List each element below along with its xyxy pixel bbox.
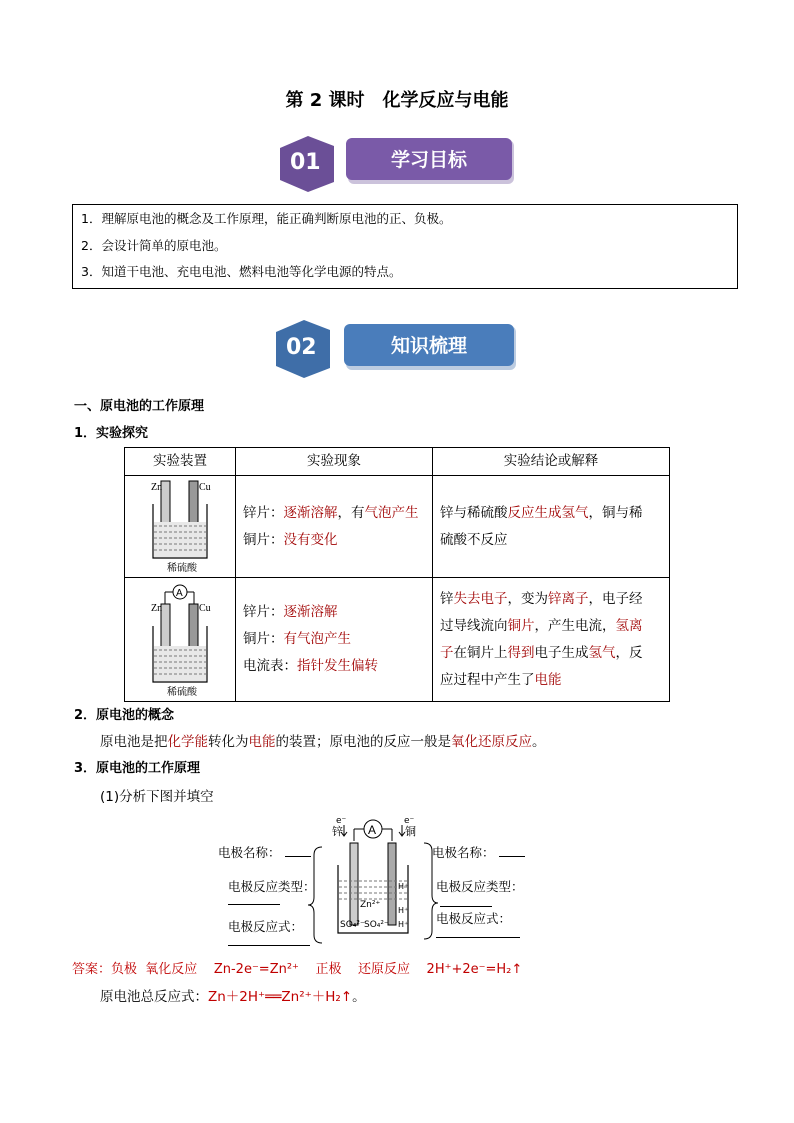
hydrogen-ion-label: H⁺ <box>398 882 409 891</box>
zn-label: Zn <box>151 603 163 614</box>
text: 电子生成 <box>534 644 589 661</box>
answer-text: 电能 <box>248 734 276 750</box>
table-header: 实验现象 <box>236 448 433 476</box>
badge-learning-goals <box>276 136 518 192</box>
label: 原电池总反应式： <box>100 989 208 1005</box>
answer-line <box>72 958 522 977</box>
concept-text <box>100 730 546 750</box>
right-electrode-name <box>432 843 525 861</box>
answer-text: 气泡产生 <box>364 504 419 521</box>
zn-label: Zn <box>151 482 163 493</box>
left-reaction-type-label: 电极反应类型： <box>228 879 316 894</box>
label: 电极名称： <box>432 845 495 860</box>
label: 铜片： <box>243 631 284 647</box>
text: ，产生电流， <box>534 617 616 634</box>
text: ，电子经 <box>588 590 643 607</box>
goals-box <box>72 204 738 289</box>
label: 锌片： <box>243 604 284 620</box>
text: 的装置；原电池的反应一般是 <box>275 734 451 750</box>
answer-text: 电能 <box>534 671 562 688</box>
galvanic-cell-diagram <box>218 815 578 950</box>
subsection-heading: 2．原电池的概念 <box>74 708 175 723</box>
experiment-table <box>124 447 670 702</box>
left-electrode-name <box>218 843 311 861</box>
acid-label: 稀硫酸 <box>167 687 197 698</box>
blank <box>440 906 492 907</box>
text: 应过程中产生了 <box>440 671 535 688</box>
answer-text: 锌离子 <box>548 590 589 607</box>
section-heading: 一、原电池的工作原理 <box>74 399 205 414</box>
answer-text: 氧化还原反应 <box>451 734 532 750</box>
badge-number: 01 <box>290 150 321 175</box>
badge-label: 学习目标 <box>390 149 467 171</box>
blank <box>285 856 311 857</box>
cu-label: Cu <box>199 482 211 493</box>
label: 铜片： <box>243 531 284 548</box>
cell-with-ammeter-diagram <box>125 578 235 701</box>
answer-text: 氢离 <box>615 617 643 634</box>
blank <box>228 945 310 946</box>
label: 电极反应类型： <box>436 879 524 894</box>
cu-label: Cu <box>199 603 211 614</box>
conclusion-cell <box>433 476 670 578</box>
text: ，反 <box>615 644 643 661</box>
blank <box>499 856 525 857</box>
answer-text: 没有变化 <box>283 531 338 548</box>
blank <box>228 904 280 905</box>
text: 转化为 <box>208 734 249 750</box>
subsection-heading: 3．原电池的工作原理 <box>74 761 201 776</box>
zinc-ion-label: Zn²⁺ <box>360 900 381 910</box>
apparatus-cell <box>125 578 236 702</box>
text: ，有 <box>337 504 365 521</box>
electron-label: e⁻ <box>336 816 347 826</box>
answer-text: 负极 <box>111 962 138 977</box>
conclusion-cell <box>433 578 670 702</box>
answer-text: 还原反应 <box>358 962 411 977</box>
answer-label: 答案： <box>72 962 112 977</box>
phenomenon-cell <box>236 578 433 702</box>
hydrogen-ion-label: H⁺ <box>398 906 409 915</box>
text: 。 <box>352 989 366 1005</box>
goal-item: 1．理解原电池的概念及工作原理，能正确判断原电池的正、负极。 <box>81 211 452 226</box>
copper-label: 铜 <box>405 825 416 838</box>
text: 锌与稀硫酸 <box>440 504 508 521</box>
answer-text: 2H⁺+2e⁻=H₂↑ <box>426 962 523 977</box>
text: 。 <box>532 734 546 750</box>
page-title: 第 2 课时 化学反应与电能 <box>285 90 509 111</box>
left-reaction-equation-label: 电极反应式： <box>228 919 304 934</box>
answer-text: 得到 <box>507 644 535 661</box>
answer-text: Zn-2e⁻=Zn²⁺ <box>213 962 299 977</box>
text: 硫酸不反应 <box>440 531 508 548</box>
answer-text: 化学能 <box>167 734 208 750</box>
answer-text: 正极 <box>315 962 342 977</box>
electron-label: e⁻ <box>404 816 415 826</box>
text: 原电池是把 <box>100 734 168 750</box>
answer-text: 氢气 <box>588 644 616 661</box>
text: 过导线流向 <box>440 617 508 634</box>
badge-label: 知识梳理 <box>390 335 467 357</box>
table-header: 实验装置 <box>125 448 236 476</box>
text: ，铜与稀 <box>588 504 643 521</box>
total-reaction-line <box>100 985 366 1005</box>
text: 在铜片上 <box>453 644 508 661</box>
right-reaction-equation-label: 电极反应式： <box>436 911 512 926</box>
subsection-heading: 1．实验探究 <box>74 426 149 441</box>
question-text: (1)分析下图并填空 <box>100 789 214 805</box>
badge-knowledge <box>272 320 520 378</box>
answer-text: 失去电子 <box>453 590 508 607</box>
hydrogen-ion-label: H⁺ <box>398 920 409 929</box>
label: 电流表： <box>243 658 297 674</box>
label: 电极名称： <box>218 845 281 860</box>
table-header: 实验结论或解释 <box>433 448 670 476</box>
answer-text: 逐渐溶解 <box>283 604 338 620</box>
ammeter-label: A <box>176 588 183 599</box>
answer-text: 有气泡产生 <box>283 631 351 647</box>
zinc-label: 锌 <box>332 825 343 838</box>
answer-text: 反应生成氢气 <box>507 504 589 521</box>
text: ，变为 <box>507 590 548 607</box>
answer-text: 子 <box>440 644 454 661</box>
answer-text: 氧化反应 <box>145 962 198 977</box>
phenomenon-cell <box>236 476 433 578</box>
goal-item: 2．会设计简单的原电池。 <box>81 238 227 253</box>
sulfate-label: SO₄²⁻ <box>340 920 365 930</box>
beaker-schematic <box>308 815 438 945</box>
text: 锌 <box>440 590 454 607</box>
answer-text: 逐渐溶解 <box>283 504 338 521</box>
right-reaction-type-label <box>436 877 578 910</box>
answer-text: Zn＋2H⁺══Zn²⁺＋H₂↑ <box>208 989 353 1005</box>
apparatus-cell <box>125 476 236 578</box>
sulfate-label: SO₄²⁻ <box>364 920 389 930</box>
badge-number: 02 <box>286 335 317 360</box>
answer-text: 铜片 <box>507 617 535 634</box>
beaker-diagram <box>125 476 235 577</box>
answer-text: 指针发生偏转 <box>297 658 378 674</box>
goal-item: 3．知道干电池、充电电池、燃料电池等化学电源的特点。 <box>81 264 402 279</box>
label: 锌片： <box>243 504 284 521</box>
acid-label: 稀硫酸 <box>167 563 197 574</box>
ammeter-label: A <box>368 823 377 837</box>
blank <box>436 937 520 938</box>
